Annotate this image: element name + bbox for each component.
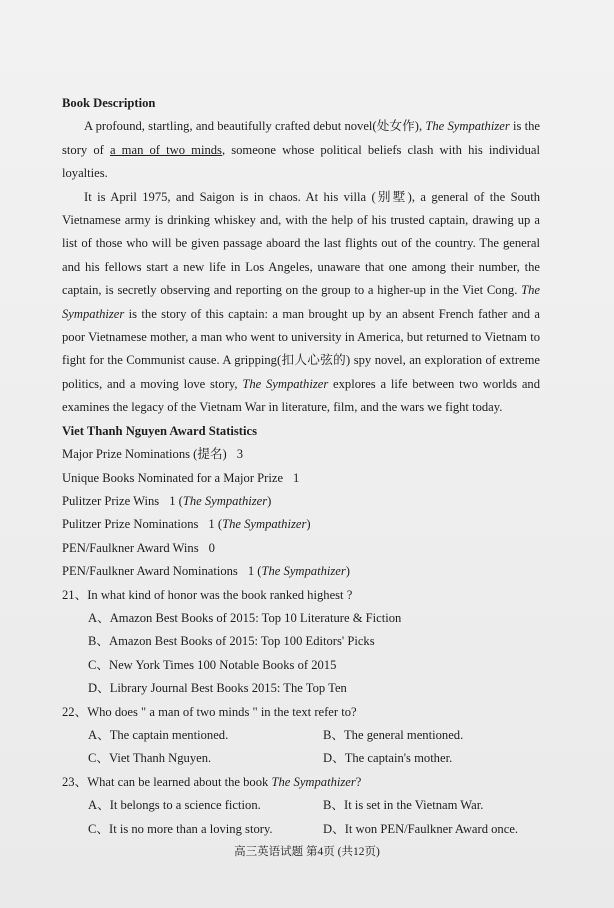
stat-row [62,467,540,490]
stats-list [62,443,540,583]
text-run: , someone whose political beliefs clash with his individual loyalties. [62,142,540,181]
stat-row [62,537,540,560]
stat-row: PEN/Faulkner Award Nominations 1 (The Sympathizer) [62,564,350,579]
page-footer: 高三英语试题 第4页 (共12页) [234,846,380,858]
question-22-option-b: B、The general mentioned. [323,727,464,742]
stat-value: 1 [293,470,300,485]
question-21-option-b: B、Amazon Best Books of 2015: Top 100 Editors' Picks [88,634,375,649]
question-23-options [88,794,540,841]
question-23-stem [62,771,540,794]
book-title: The Sympathizer [425,119,510,134]
question-23-option-c: C、It is no more than a loving story. [88,821,273,836]
question-21-option-a: A、Amazon Best Books of 2015: Top 10 Literature & Fiction [88,610,402,625]
question-22-option-c: C、Viet Thanh Nguyen. [88,751,212,766]
stat-label: Major Prize Nominations (提名) [62,447,227,462]
stat-note: The Sympathizer [261,564,346,579]
question-22-option-a: A、The captain mentioned. [88,727,229,742]
description-paragraph-2 [62,186,540,420]
stat-value: 1 [247,564,255,579]
stat-note: The Sympathizer [222,517,307,532]
stat-value: 0 [208,540,215,555]
stat-row [62,443,540,466]
stat-label: Pulitzer Prize Wins [62,493,160,508]
stat-value: 3 [236,447,244,462]
question-23-option-a: A、It belongs to a science fiction. [88,798,261,813]
text-run: explores a life between two worlds and examines the legacy of the Vietnam War in literature, film, and the wars we fight today. [62,376,540,415]
stat-label: PEN/Faulkner Award Nominations [62,564,238,579]
text-run: It is April 1975, and Saigon is in chaos. At his villa (别墅), a general of the South Vietnamese army is drinking whiskey and, with the help of his trusted captain, drawing up a list of those who will be given passage aboard the last flights out of the country. The general and his fellows start a new life in Los Angeles, unaware that one among their number, the captain, is secretly observing and reporting on the group to a higher-up in the Viet Cong. [62,189,540,298]
question-23-option-d: D、It won PEN/Faulkner Award once. [323,821,519,836]
book-title: The Sympathizer [62,283,540,321]
question-23-option-b: B、It is set in the Vietnam War. [323,798,484,813]
question-21-option-c: C、New York Times 100 Notable Books of 2015 [88,657,337,672]
text-run: ? [355,774,362,789]
question-21-stem: 21、In what kind of honor was the book ranked highest ? [62,587,353,602]
book-description-heading: Book Description [62,96,156,110]
question-22-stem: 22、Who does " a man of two minds " in the text refer to? [62,704,357,719]
underlined-phrase: a man of two minds [109,142,222,157]
question-22-option-d: D、The captain's mother. [323,751,453,766]
page-content [62,92,540,841]
stat-label: Unique Books Nominated for a Major Prize [62,470,284,485]
text-run: is the story of [62,119,540,157]
text-run: 23、What can be learned about the book [62,774,272,789]
stat-row: Pulitzer Prize Nominations 1 (The Sympathizer) [62,517,311,532]
stat-value: 1 [169,493,176,508]
description-paragraph-1 [62,115,540,185]
stat-label: Pulitzer Prize Nominations [62,517,199,532]
stat-row: Pulitzer Prize Wins 1 (The Sympathizer) [62,493,272,508]
text-run: A profound, startling, and beautifully crafted debut novel(处女作), [84,119,426,134]
stat-value: 1 [208,517,215,532]
stats-heading: Viet Thanh Nguyen Award Statistics [62,423,257,438]
question-21-option-d: D、Library Journal Best Books 2015: The Top Ten [88,681,347,696]
book-title: The Sympathizer [271,774,356,789]
stat-label: PEN/Faulkner Award Wins [62,540,199,555]
text-run: is the story of this captain: a man brought up by an absent French father and a poor Vietnamese mother, a man who went to university in America, but returned to Vietnam to fight for the Communist cause. A gripping(扣人心弦的) spy novel, an exploration of extreme politics, and a moving love story, [62,306,540,391]
question-22-options [88,724,540,771]
stat-note: The Sympathizer [182,493,268,508]
book-title: The Sympathizer [242,376,329,391]
